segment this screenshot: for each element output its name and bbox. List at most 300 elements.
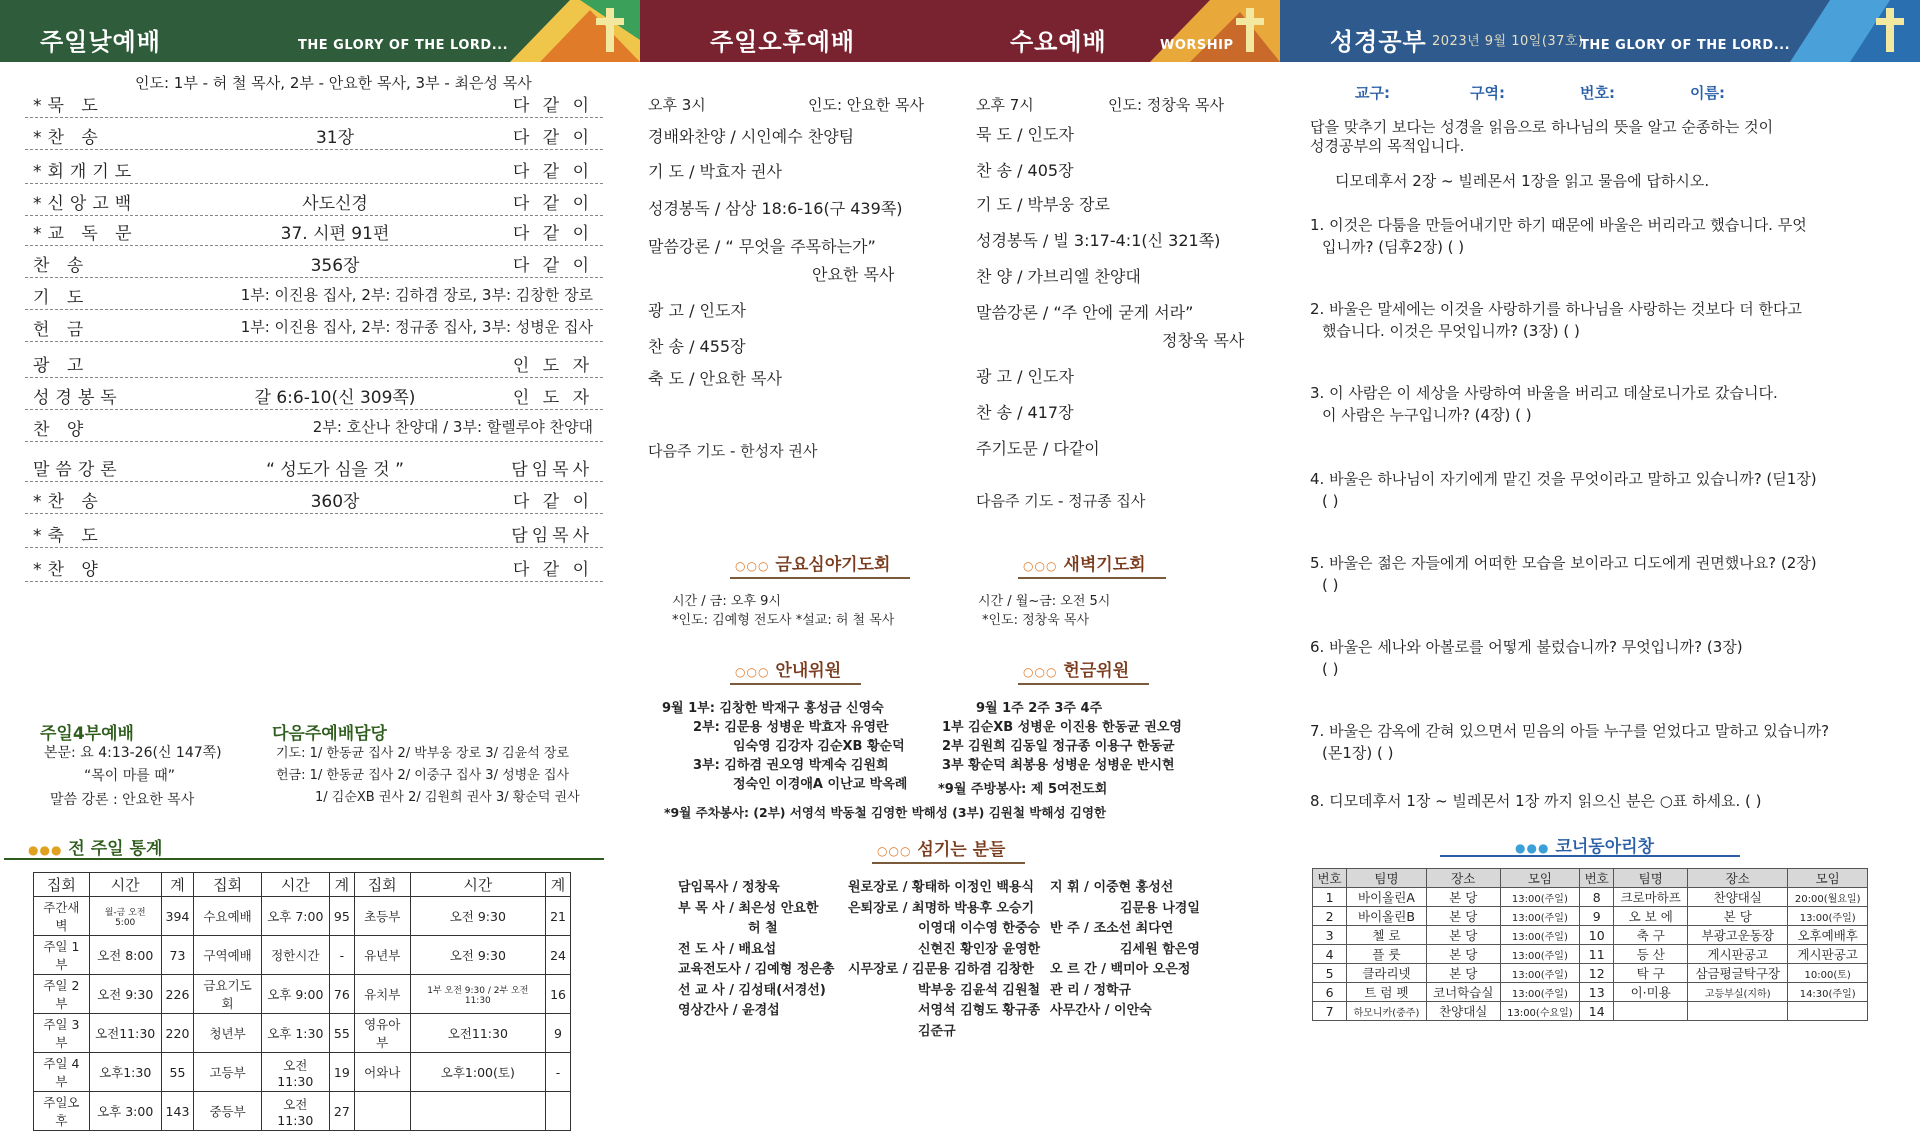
wed-order-item: 찬 송 / 417장 bbox=[976, 403, 1074, 422]
stats-header-cell: 집회 bbox=[194, 873, 261, 897]
staff-line: 김세원 함은영 bbox=[1120, 941, 1200, 957]
stats-header-cell: 계 bbox=[546, 873, 571, 897]
cross-icon bbox=[1886, 8, 1894, 52]
stats-header-cell: 시간 bbox=[89, 873, 161, 897]
question bbox=[1310, 468, 1870, 512]
stats-cell: 유년부 bbox=[354, 936, 410, 975]
club-cell: 코너학습실 bbox=[1426, 983, 1500, 1002]
fourth-service-title: 주일4부예배 bbox=[40, 724, 134, 744]
wed-leader: 인도: 정창욱 목사 bbox=[1108, 96, 1225, 114]
order-detail: 37. 시편 91편 bbox=[280, 224, 390, 244]
order-row bbox=[25, 344, 603, 378]
cross-icon bbox=[1246, 8, 1254, 52]
order-row bbox=[25, 448, 603, 482]
order-leader: 다 같 이 bbox=[512, 256, 593, 276]
stats-cell: 영유아부 bbox=[354, 1014, 410, 1053]
stats-cell: 220 bbox=[161, 1014, 194, 1053]
decorative-triangles bbox=[510, 0, 640, 62]
question-text: 6. 바울은 세나와 아볼로를 어떻게 불렀습니까? 무엇입니까? (3장) bbox=[1310, 638, 1743, 656]
question-answer-line: 했습니다. 이것은 무엇입니까? (3장) ( ) bbox=[1322, 322, 1580, 340]
order-row bbox=[25, 514, 603, 548]
club-cell: 축 구 bbox=[1614, 926, 1688, 945]
stats-cell: 55 bbox=[329, 1014, 354, 1053]
stats-cell: 16 bbox=[546, 975, 571, 1014]
order-label: *회개기도 bbox=[33, 162, 138, 182]
wed-next-prayer: 다음주 기도 - 정규종 집사 bbox=[976, 492, 1146, 510]
stats-header-cell: 계 bbox=[329, 873, 354, 897]
order-leader: 1부: 이진용 집사, 2부: 정규종 집사, 3부: 성병운 집사 bbox=[240, 318, 593, 336]
study-title: 성경공부 bbox=[1330, 28, 1427, 56]
staff-line: 허 철 bbox=[748, 921, 778, 936]
order-row bbox=[25, 548, 603, 582]
table-row bbox=[1313, 888, 1868, 907]
stats-cell: 정한시간 bbox=[261, 936, 329, 975]
stats-cell: 주간새벽 bbox=[34, 897, 90, 936]
staff-line: 부 목 사 / 최은성 안요한 bbox=[678, 900, 819, 916]
worship-leaders: 인도: 1부 - 허 철 목사, 2부 - 안요한 목사, 3부 - 최은성 목사 bbox=[135, 74, 532, 92]
order-leader: 담임목사 bbox=[511, 526, 593, 546]
dots-icon: ○○○ bbox=[1023, 665, 1058, 679]
question-answer-line: ( ) bbox=[1322, 492, 1339, 510]
table-row bbox=[1313, 926, 1868, 945]
fourth-service-theme: “목이 마를 때” bbox=[84, 768, 176, 784]
club-cell: 12 bbox=[1580, 964, 1614, 983]
fourth-service-preacher: 말씀 강론 : 안요한 목사 bbox=[50, 792, 195, 808]
club-cell: 플 룻 bbox=[1347, 945, 1427, 964]
staff-line: 은퇴장로 / 최명하 박용후 오승기 bbox=[848, 900, 1035, 916]
club-cell: 오후예배후 bbox=[1788, 926, 1868, 945]
club-cell: 본 당 bbox=[1426, 907, 1500, 926]
club-cell: 9 bbox=[1580, 907, 1614, 926]
wed-order-item: 묵 도 / 인도자 bbox=[976, 125, 1074, 144]
dawn-people: *인도: 정창욱 목사 bbox=[982, 613, 1090, 628]
stats-cell: 오전11:30 bbox=[89, 1014, 161, 1053]
order-leader: 인 도 자 bbox=[512, 356, 593, 376]
order-detail: 360장 bbox=[310, 492, 360, 512]
staff-line: 박부웅 김윤석 김원철 bbox=[918, 982, 1041, 998]
club-cell: 13:00(주일) bbox=[1500, 983, 1580, 1002]
next-week-offering: 헌금: 1/ 한동균 집사 2/ 이중구 집사 3/ 성병운 집사 bbox=[276, 768, 570, 783]
order-leader: 다 같 이 bbox=[512, 224, 593, 244]
issue-date: 2023년 9월 10일(37호) bbox=[1432, 34, 1584, 49]
kitchen-note: *9월 주방봉사: 제 5여전도회 bbox=[938, 782, 1108, 797]
stats-cell: 중등부 bbox=[194, 1092, 261, 1131]
pm-order-item: 말씀강론 / “ 무엇을 주목하는가” bbox=[648, 237, 876, 256]
decorative-triangles bbox=[1790, 0, 1920, 62]
stats-cell: 수요예배 bbox=[194, 897, 261, 936]
table-row bbox=[1313, 964, 1868, 983]
stats-cell: 금요기도회 bbox=[194, 975, 261, 1014]
dots-icon: ○○○ bbox=[735, 665, 770, 679]
club-cell: 본 당 bbox=[1688, 907, 1788, 926]
stats-cell bbox=[354, 1092, 410, 1131]
order-label: *축 도 bbox=[33, 526, 104, 546]
club-cell: 게시판공고 bbox=[1688, 945, 1788, 964]
question bbox=[1310, 382, 1870, 426]
order-detail: 356장 bbox=[310, 256, 360, 276]
club-header-cell: 팀명 bbox=[1614, 869, 1688, 888]
stats-cell: 주일 1부 bbox=[34, 936, 90, 975]
order-row bbox=[25, 376, 603, 410]
pm-order-item: 광 고 / 인도자 bbox=[648, 301, 746, 320]
stats-cell: 오전11:30 bbox=[410, 1014, 545, 1053]
club-header-row bbox=[1313, 869, 1868, 888]
staff-line: 선 교 사 / 김성태(서경선) bbox=[678, 982, 826, 998]
dots-icon: ○○○ bbox=[735, 559, 770, 573]
parking-note: *9월 주차봉사: (2부) 서영석 박동철 김영한 박해성 (3부) 김원철 박해성 김영한 bbox=[664, 805, 1107, 820]
stats-header-cell: 시간 bbox=[261, 873, 329, 897]
stats-header-cell: 계 bbox=[161, 873, 194, 897]
question-text: 5. 바울은 젊은 자들에게 어떠한 모습을 보이라고 디도에게 권면했나요? (2장) bbox=[1310, 554, 1817, 572]
question-text: 1. 이것은 다툼을 만들어내기만 하기 때문에 바울은 버리라고 했습니다. 무엇 bbox=[1310, 216, 1807, 234]
stats-cell: 27 bbox=[329, 1092, 354, 1131]
offering-line: 3부 황순덕 최봉용 성병운 성병운 반시현 bbox=[942, 758, 1175, 773]
club-cell: 14 bbox=[1580, 1002, 1614, 1021]
question-text: 4. 바울은 하나님이 자기에게 맡긴 것을 무엇이라고 말하고 있습니까? (딛1장) bbox=[1310, 470, 1817, 488]
order-leader: 다 같 이 bbox=[512, 492, 593, 512]
pm-order-item: 성경봉독 / 삼상 18:6-16(구 439쪽) bbox=[648, 199, 903, 218]
club-header-cell: 장소 bbox=[1426, 869, 1500, 888]
question-answer-line: 이 사람은 누구입니까? (4장) ( ) bbox=[1322, 406, 1532, 424]
study-intro: 답을 맞추기 보다는 성경을 읽음으로 하나님의 뜻을 알고 순종하는 것이 bbox=[1310, 118, 1774, 136]
question bbox=[1310, 636, 1870, 680]
staff-line: 원로장로 / 황태하 이정인 백용식 bbox=[848, 880, 1035, 895]
guide-line: 정숙인 이경애A 이난교 박옥례 bbox=[733, 777, 908, 792]
table-row bbox=[34, 1014, 571, 1053]
club-cell: 등 산 bbox=[1614, 945, 1688, 964]
stats-cell: 1부 오전 9:30 / 2부 오전 11:30 bbox=[410, 975, 545, 1014]
pm-order-item: 경배와찬양 / 시인예수 찬양팀 bbox=[648, 127, 855, 146]
club-cell: 13:00(주일) bbox=[1500, 907, 1580, 926]
order-label: 찬 양 bbox=[33, 420, 90, 440]
order-label: *찬 양 bbox=[33, 560, 104, 580]
staff-line: 관 리 / 정학규 bbox=[1050, 982, 1132, 998]
club-cell bbox=[1788, 1002, 1868, 1021]
stats-cell: 394 bbox=[161, 897, 194, 936]
stats-cell: 오후1:00(토) bbox=[410, 1053, 545, 1092]
afternoon-title: 주일오후예배 bbox=[710, 28, 856, 56]
order-row bbox=[25, 244, 603, 278]
stats-title bbox=[28, 834, 162, 859]
stats-cell: 유치부 bbox=[354, 975, 410, 1014]
order-label: *묵 도 bbox=[33, 96, 104, 116]
staff-line: 전 도 사 / 배요섭 bbox=[678, 941, 777, 957]
wed-time: 오후 7시 bbox=[976, 96, 1034, 114]
order-leader: 1부: 이진용 집사, 2부: 김하겸 장로, 3부: 김창한 장로 bbox=[240, 286, 593, 304]
stats-cell: 95 bbox=[329, 897, 354, 936]
header-subtitle: THE GLORY OF THE LORD... bbox=[1580, 38, 1791, 53]
stats-cell: 오후 7:00 bbox=[261, 897, 329, 936]
stats-cell: 226 bbox=[161, 975, 194, 1014]
question bbox=[1310, 552, 1870, 596]
stats-cell: 청년부 bbox=[194, 1014, 261, 1053]
stats-cell: 구역예배 bbox=[194, 936, 261, 975]
club-header-cell: 번호 bbox=[1313, 869, 1347, 888]
club-cell: 찬양대실 bbox=[1426, 1002, 1500, 1021]
stats-cell bbox=[546, 1092, 571, 1131]
club-cell: 본 당 bbox=[1426, 945, 1500, 964]
stats-cell: 오전11:30 bbox=[261, 1092, 329, 1131]
dawn-prayer-title bbox=[1018, 550, 1166, 579]
stats-cell: 오후 1:30 bbox=[261, 1014, 329, 1053]
study-banner bbox=[1280, 0, 1920, 62]
staff-line: 지 휘 / 이중현 홍성선 bbox=[1050, 880, 1174, 895]
sunday-worship-panel bbox=[0, 62, 640, 1128]
club-cell: 11 bbox=[1580, 945, 1614, 964]
club-cell: 바이올린A bbox=[1347, 888, 1427, 907]
question-text: 2. 바울은 말세에는 이것을 사랑하기를 하나님을 사랑하는 것보다 더 한다고 bbox=[1310, 300, 1802, 318]
club-header-cell: 번호 bbox=[1580, 869, 1614, 888]
order-leader: 다 같 이 bbox=[512, 162, 593, 182]
order-leader: 다 같 이 bbox=[512, 560, 593, 580]
field-label: 번호: bbox=[1580, 84, 1615, 102]
staff-line: 오 르 간 / 백미아 오은정 bbox=[1050, 962, 1191, 977]
club-cell: 13:00(주일) bbox=[1500, 888, 1580, 907]
wed-order-item: 주기도문 / 다같이 bbox=[976, 439, 1100, 458]
pm-leader: 인도: 안요한 목사 bbox=[808, 96, 925, 114]
club-cell: 10 bbox=[1580, 926, 1614, 945]
question-answer-line: (몬1장) ( ) bbox=[1322, 744, 1394, 762]
order-leader: 인 도 자 bbox=[512, 388, 593, 408]
wed-order-item: 정창욱 목사 bbox=[1162, 331, 1245, 350]
pm-order-item: 기 도 / 박효자 권사 bbox=[648, 162, 782, 181]
order-row bbox=[25, 276, 603, 310]
guide-committee-title-text: 안내위원 bbox=[775, 661, 842, 681]
order-label: 광 고 bbox=[33, 356, 90, 376]
friday-time: 시간 / 금: 오후 9시 bbox=[672, 594, 781, 609]
stats-cell: 143 bbox=[161, 1092, 194, 1131]
club-cell: 부광고운동장 bbox=[1688, 926, 1788, 945]
staff-line: 이영대 이수영 한중승 bbox=[918, 921, 1041, 936]
stats-cell bbox=[410, 1092, 545, 1131]
next-week-prayer: 기도: 1/ 한동균 집사 2/ 박부웅 장로 3/ 김윤석 장로 bbox=[276, 746, 570, 761]
stats-cell: 오전 8:00 bbox=[89, 936, 161, 975]
wed-order-item: 성경봉독 / 빌 3:17-4:1(신 321쪽) bbox=[976, 231, 1221, 250]
pm-next-prayer: 다음주 기도 - 한성자 권사 bbox=[648, 442, 818, 460]
question-text: 8. 디모데후서 1장 ~ 빌레몬서 1장 까지 읽으신 분은 ○표 하세요. ( ) bbox=[1310, 792, 1762, 810]
afternoon-wednesday-panel bbox=[640, 62, 1280, 1061]
club-cell: 찬양대실 bbox=[1688, 888, 1788, 907]
order-detail: 31장 bbox=[315, 128, 355, 148]
offering-line: 1부 김순XB 성병운 이진용 한동균 권오영 bbox=[942, 720, 1182, 735]
order-label: 성경봉독 bbox=[33, 388, 123, 408]
club-cell: 4 bbox=[1313, 945, 1347, 964]
stats-cell: 어와나 bbox=[354, 1053, 410, 1092]
club-header-cell: 모임 bbox=[1788, 869, 1868, 888]
order-label: 헌 금 bbox=[33, 320, 90, 340]
staff-line: 신현진 황인장 윤영한 bbox=[918, 941, 1041, 957]
stats-cell: 초등부 bbox=[354, 897, 410, 936]
stats-header-cell: 집회 bbox=[34, 873, 90, 897]
stats-cell: 주일 4부 bbox=[34, 1053, 90, 1092]
stats-cell: 월-금 오전 5:00 bbox=[89, 897, 161, 936]
table-row bbox=[34, 936, 571, 975]
wednesday-title: 수요예배 bbox=[1010, 28, 1107, 56]
club-cell: 6 bbox=[1313, 983, 1347, 1002]
order-label: 기 도 bbox=[33, 288, 90, 308]
order-row bbox=[25, 480, 603, 514]
order-row bbox=[25, 308, 603, 342]
order-row bbox=[25, 212, 603, 246]
dots-icon: ●●● bbox=[28, 843, 63, 857]
club-cell: 본 당 bbox=[1426, 964, 1500, 983]
field-label: 교구: bbox=[1355, 84, 1390, 102]
study-intro-2: 성경공부의 목적입니다. bbox=[1310, 137, 1465, 155]
friday-prayer-title-text: 금요심야기도회 bbox=[775, 555, 891, 575]
dots-icon: ○○○ bbox=[877, 844, 912, 858]
stats-cell: 24 bbox=[546, 936, 571, 975]
table-row bbox=[34, 897, 571, 936]
stats-cell: - bbox=[546, 1053, 571, 1092]
study-instruction: 디모데후서 2장 ~ 빌레몬서 1장을 읽고 물음에 답하시오. bbox=[1335, 172, 1710, 190]
friday-people: *인도: 김예형 전도사 *설교: 허 철 목사 bbox=[672, 613, 895, 628]
club-cell: 13:00(주일) bbox=[1788, 907, 1868, 926]
stats-header-cell: 집회 bbox=[354, 873, 410, 897]
order-label: *찬 송 bbox=[33, 128, 104, 148]
club-cell: 게시판공고 bbox=[1788, 945, 1868, 964]
order-leader: 담임목사 bbox=[511, 460, 593, 480]
next-week-offering-2: 1/ 김순XB 권사 2/ 김원희 권사 3/ 황순덕 권사 bbox=[315, 790, 580, 805]
offering-line: 9월 1주 2주 3주 4주 bbox=[976, 701, 1103, 716]
stats-cell: 오전 9:30 bbox=[89, 975, 161, 1014]
stats-title-text: 전 주일 통계 bbox=[68, 839, 163, 859]
stats-cell: 주일오후 bbox=[34, 1092, 90, 1131]
order-row bbox=[25, 150, 603, 184]
order-detail: 사도신경 bbox=[302, 194, 368, 214]
offering-committee-title-text: 헌금위원 bbox=[1063, 661, 1130, 681]
club-table bbox=[1312, 868, 1868, 1021]
club-cell: 13:00(주일) bbox=[1500, 926, 1580, 945]
question-answer-line: 입니까? (딤후2장) ( ) bbox=[1322, 238, 1465, 256]
wed-order-item: 말씀강론 / “주 안에 굳게 서라” bbox=[976, 303, 1194, 322]
offering-line: 2부 김원희 김동일 정규종 이용구 한동균 bbox=[942, 739, 1175, 754]
staff-line: 영상간사 / 윤경섭 bbox=[678, 1003, 780, 1018]
club-cell: 하모니카(중주) bbox=[1347, 1002, 1427, 1021]
wed-order-item: 찬 송 / 405장 bbox=[976, 161, 1074, 180]
order-label: *교 독 문 bbox=[33, 224, 138, 244]
order-label: *신앙고백 bbox=[33, 194, 138, 214]
wed-order-item: 기 도 / 박부웅 장로 bbox=[976, 195, 1110, 214]
staff-line: 교육전도사 / 김예형 정은총 bbox=[678, 962, 835, 977]
staff-line: 김준규 bbox=[918, 1023, 956, 1039]
club-cell: 본 당 bbox=[1426, 926, 1500, 945]
question-text: 7. 바울은 감옥에 갇혀 있으면서 믿음의 아들 누구를 얻었다고 말하고 있습니까? bbox=[1310, 722, 1830, 740]
club-header-cell: 팀명 bbox=[1347, 869, 1427, 888]
dawn-time: 시간 / 월~금: 오전 5시 bbox=[978, 594, 1111, 609]
club-cell: 3 bbox=[1313, 926, 1347, 945]
question bbox=[1310, 298, 1870, 342]
club-cell: 10:00(토) bbox=[1788, 964, 1868, 983]
next-week-title: 다음주예배담당 bbox=[272, 724, 387, 744]
order-detail: “ 성도가 심을 것 ” bbox=[266, 460, 404, 480]
stats-table bbox=[33, 872, 571, 1131]
staff-title-text: 섬기는 분들 bbox=[917, 840, 1006, 860]
club-cell: 오 보 에 bbox=[1614, 907, 1688, 926]
stats-cell: 오후 9:00 bbox=[261, 975, 329, 1014]
page-title: 주일낮예배 bbox=[40, 28, 161, 56]
stats-cell: 76 bbox=[329, 975, 354, 1014]
staff-line: 반 주 / 조소선 최다연 bbox=[1050, 921, 1174, 936]
table-row bbox=[34, 975, 571, 1014]
guide-line: 9월 1부: 김창한 박재구 홍성금 신영숙 bbox=[662, 701, 884, 716]
question-text: 3. 이 사람은 이 세상을 사랑하여 바울을 버리고 데살로니가로 갔습니다. bbox=[1310, 384, 1778, 402]
afternoon-banner bbox=[640, 0, 1280, 62]
club-cell bbox=[1614, 1002, 1688, 1021]
question bbox=[1310, 214, 1870, 258]
table-row bbox=[34, 1092, 571, 1131]
pm-order-item: 찬 송 / 455장 bbox=[648, 337, 746, 356]
pm-order-item: 축 도 / 안요한 목사 bbox=[648, 369, 782, 388]
club-header-cell: 모임 bbox=[1500, 869, 1580, 888]
club-cell: 8 bbox=[1580, 888, 1614, 907]
order-row bbox=[25, 408, 603, 442]
order-leader: 다 같 이 bbox=[512, 128, 593, 148]
question bbox=[1310, 720, 1870, 764]
club-cell: 5 bbox=[1313, 964, 1347, 983]
fourth-service-text: 본문: 요 4:13-26(신 147쪽) bbox=[44, 745, 222, 761]
stats-cell: 고등부 bbox=[194, 1053, 261, 1092]
question-answer-line: ( ) bbox=[1322, 576, 1339, 594]
worship-subtitle: WORSHIP bbox=[1160, 38, 1234, 53]
club-cell: 본 당 bbox=[1426, 888, 1500, 907]
guide-line: 2부: 김문용 성병운 박효자 유영란 bbox=[693, 720, 889, 735]
club-cell: 7 bbox=[1313, 1002, 1347, 1021]
club-cell: 크로마하프 bbox=[1614, 888, 1688, 907]
wed-order-item: 찬 양 / 가브리엘 찬양대 bbox=[976, 267, 1141, 286]
wed-order-item: 광 고 / 인도자 bbox=[976, 367, 1074, 386]
club-cell: 13:00(주일) bbox=[1500, 964, 1580, 983]
pm-order-item: 안요한 목사 bbox=[812, 265, 895, 284]
club-header-cell: 장소 bbox=[1688, 869, 1788, 888]
stats-cell: - bbox=[329, 936, 354, 975]
club-cell: 첼 로 bbox=[1347, 926, 1427, 945]
club-title-text: 코너동아리창 bbox=[1555, 837, 1654, 857]
order-leader: 다 같 이 bbox=[512, 96, 593, 116]
club-cell: 트 럼 펫 bbox=[1347, 983, 1427, 1002]
club-cell: 13:00(주일) bbox=[1500, 945, 1580, 964]
stats-cell: 55 bbox=[161, 1053, 194, 1092]
bible-study-panel bbox=[1280, 62, 1920, 1061]
staff-line: 김문용 나경일 bbox=[1120, 900, 1200, 916]
stats-cell: 19 bbox=[329, 1053, 354, 1092]
order-leader: 다 같 이 bbox=[512, 194, 593, 214]
stats-cell: 주일 3부 bbox=[34, 1014, 90, 1053]
club-cell: 1 bbox=[1313, 888, 1347, 907]
club-cell: 2 bbox=[1313, 907, 1347, 926]
staff-line: 시무장로 / 김문용 김하겸 김창한 bbox=[848, 962, 1035, 977]
staff-title bbox=[872, 835, 1025, 864]
club-title bbox=[1515, 832, 1654, 857]
field-label: 구역: bbox=[1470, 84, 1505, 102]
club-cell bbox=[1688, 1002, 1788, 1021]
stats-cell: 오후 3:00 bbox=[89, 1092, 161, 1131]
dots-icon: ○○○ bbox=[1023, 559, 1058, 573]
stats-header-cell: 시간 bbox=[410, 873, 545, 897]
order-label: *찬 송 bbox=[33, 492, 104, 512]
stats-cell: 오전 9:30 bbox=[410, 897, 545, 936]
club-cell: 탁 구 bbox=[1614, 964, 1688, 983]
club-cell: 바이올린B bbox=[1347, 907, 1427, 926]
club-cell: 삼금평글탁구장 bbox=[1688, 964, 1788, 983]
question-answer-line: ( ) bbox=[1322, 660, 1339, 678]
guide-line: 임숙영 김강자 김순XB 황순덕 bbox=[733, 739, 905, 754]
field-label: 이름: bbox=[1690, 84, 1725, 102]
stats-cell: 주일 2부 bbox=[34, 975, 90, 1014]
cross-icon bbox=[606, 8, 614, 52]
table-row bbox=[34, 1053, 571, 1092]
order-leader: 2부: 호산나 찬양대 / 3부: 할렐루야 찬양대 bbox=[312, 418, 593, 436]
club-cell: 13 bbox=[1580, 983, 1614, 1002]
